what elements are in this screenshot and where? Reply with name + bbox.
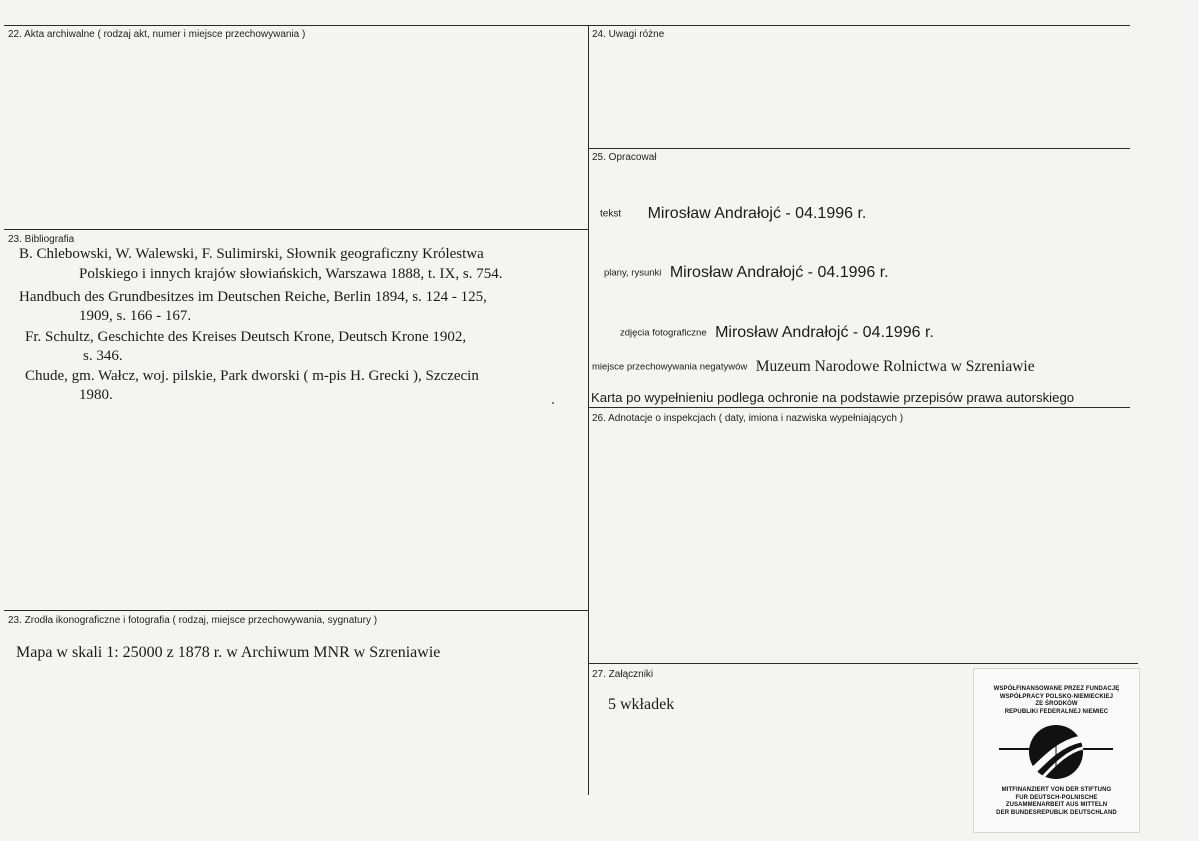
bibliografia-label: 23. Bibliografia — [8, 234, 75, 245]
entry-first-line: Handbuch des Grundbesitzes im Deutschen Reiche, Berlin 1894, s. 124 - 125, — [19, 289, 487, 305]
rule-opracowal — [588, 148, 1130, 149]
plany-label: plany, rysunki — [604, 267, 662, 279]
zalaczniki-text: 5 wkładek — [608, 696, 675, 713]
funding-stamp — [973, 668, 1140, 833]
rule-zrodla — [4, 610, 588, 611]
plany-value: Mirosław Andrałojć - 04.1996 r. — [669, 264, 889, 281]
tekst-label: tekst — [600, 208, 622, 220]
plany-row — [604, 264, 889, 282]
opracowal-label: 25. Opracował — [592, 152, 657, 163]
entry-first-line: Fr. Schultz, Geschichte des Kreises Deutsch Krone, Deutsch Krone 1902, — [25, 329, 467, 345]
uwagi-label: 24. Uwagi różne — [592, 29, 665, 40]
entry-continuation: Polskiego i innych krajów słowiańskich, Warszawa 1888, t. IX, s. 754. — [79, 266, 503, 282]
rule-zalaczniki — [588, 663, 1138, 664]
entry-continuation: 1909, s. 166 - 167. — [79, 308, 192, 324]
zrodla-text: Mapa w skali 1: 25000 z 1878 r. w Archiwum MNR w Szreniawie — [16, 644, 441, 661]
foundation-logo-icon — [981, 719, 1131, 789]
entry-first-line: B. Chlebowski, W. Walewski, F. Sulimirski, Słownik geograficzny Królestwa — [19, 246, 484, 262]
center-divider — [588, 25, 589, 795]
karta-note: Karta po wypełnieniu podlega ochronie na podstawie przepisów prawa autorskiego — [591, 390, 1075, 405]
stamp-text-polish: WSPÓŁFINANSOWANE PRZEZ FUNDACJĘ WSPÓŁPRACY POLSKO-NIEMIECKIEJ ZE ŚRODKÓW REPUBLIKI FEDERALNEJ NIEMIEC — [993, 686, 1120, 715]
zdjecia-row — [620, 324, 934, 342]
scan-speck — [552, 402, 554, 404]
akta-label: 22. Akta archiwalne ( rodzaj akt, numer i miejsce przechowywania ) — [8, 29, 306, 40]
stamp-text-german: MITFINANZIERT VON DER STIFTUNG FUR DEUTSCH-POLNISCHE ZUSAMMENARBEIT AUS MITTELN DER BUNDESREPUBLIK DEUTSCHLAND — [996, 787, 1117, 816]
entry-continuation: 1980. — [79, 387, 113, 403]
negatywy-row — [592, 358, 1035, 376]
entry-first-line: Chude, gm. Wałcz, woj. pilskie, Park dworski ( m-pis H. Grecki ), Szczecin — [25, 368, 479, 384]
zdjecia-label: zdjęcia fotograficzne — [620, 327, 707, 339]
top-rule — [4, 25, 1130, 26]
negatywy-value: Muzeum Narodowe Rolnictwa w Szreniawie — [755, 358, 1035, 375]
adnotacje-label: 26. Adnotacje o inspekcjach ( daty, imiona i nazwiska wypełniających ) — [592, 413, 904, 424]
tekst-value: Mirosław Andrałojć - 04.1996 r. — [647, 205, 867, 222]
zdjecia-value: Mirosław Andrałojć - 04.1996 r. — [715, 324, 934, 341]
tekst-row — [600, 205, 866, 223]
rule-adnotacje — [588, 407, 1130, 408]
zrodla-label: 23. Zrodła ikonograficzne i fotografia ( rodzaj, miejsce przechowywania, sygnatury ) — [8, 615, 378, 626]
rule-bibliografia — [4, 229, 588, 230]
negatywy-label: miejsce przechowywania negatywów — [592, 361, 748, 373]
zalaczniki-label: 27. Załączniki — [592, 669, 654, 680]
entry-continuation: s. 346. — [83, 348, 123, 364]
